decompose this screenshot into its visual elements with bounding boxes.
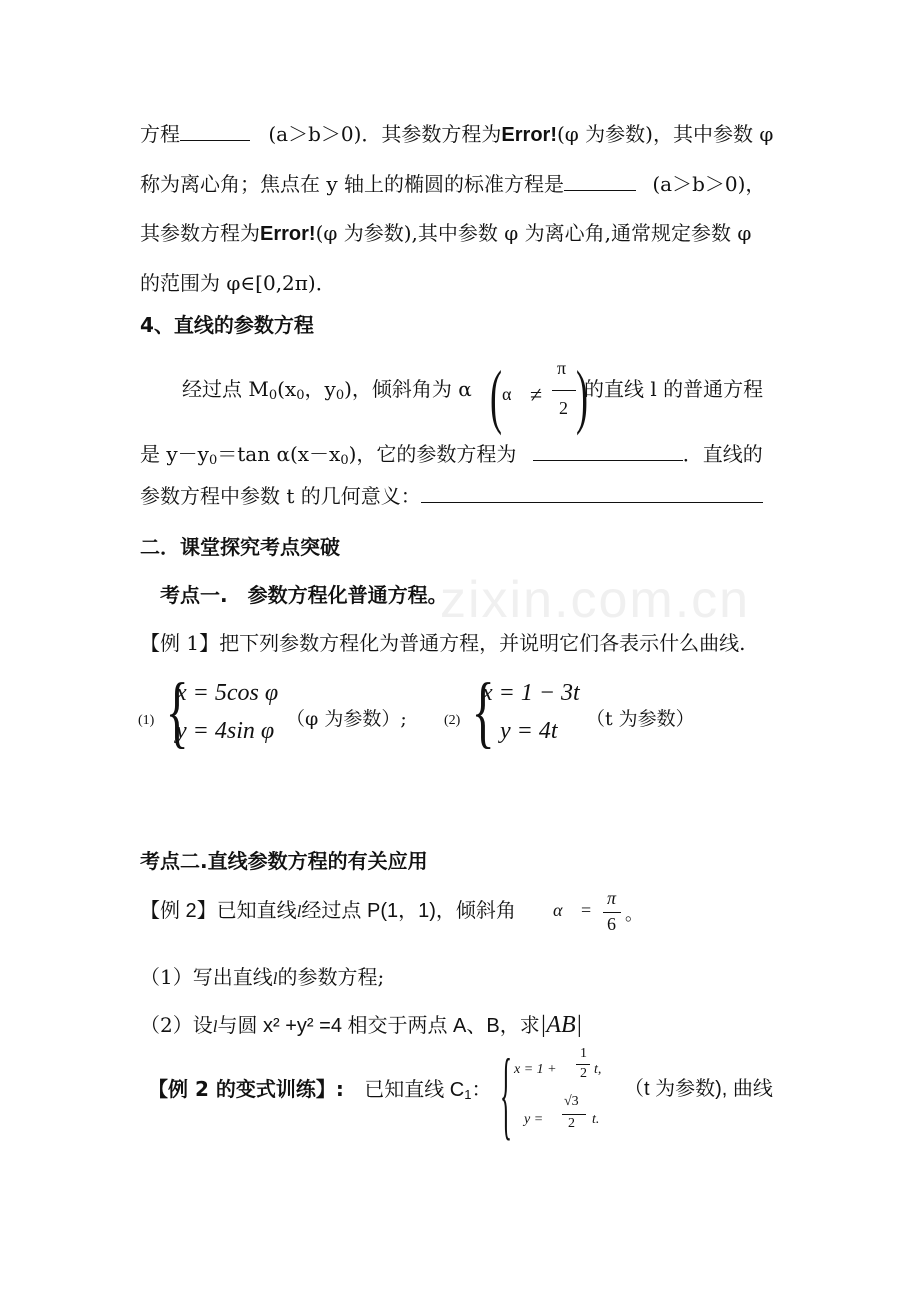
system2-brace: { [471,668,495,756]
fraction-numerator: π [607,888,617,908]
question1 [140,964,384,992]
section4-heading: 4、直线的参数方程 [140,313,314,337]
para1-line1 [140,120,773,148]
fraction-denominator: 6 [607,914,616,934]
fraction-numerator: 1 [580,1046,587,1061]
subscript: 0 [296,388,305,403]
topic2-heading: 考点二.直线参数方程的有关应用 [140,849,428,873]
fraction-bar [603,912,621,913]
text: 参数方程中参数 t 的几何意义： [140,484,421,508]
text: ．直线的 [682,442,763,466]
topic1-heading: 考点一. 参数方程化普通方程。 [160,583,448,607]
system1-row1: x = 5cos φ [176,680,279,706]
system2-row1: x = 1 − 3t [482,680,580,706]
text: (φ 为参数)，其中参数 φ [557,122,774,146]
var-l: l [272,969,278,988]
para1-line3 [140,220,751,247]
row1-rhs: t, [594,1062,602,1077]
section4-line2 [140,440,763,474]
text: ＝tan α(x－x [217,442,341,466]
variant-system [514,1042,624,1142]
variant-line [148,1076,491,1108]
system2-label: (2) [444,713,461,728]
equals-symbol: = [581,900,592,920]
alpha-condition [484,352,588,442]
text: 与圆 x² +y² =4 相交于两点 A、B，求 [217,1015,540,1037]
subscript: 0 [335,388,345,403]
row1-lhs: x = 1 + [514,1062,557,1077]
subscript: 0 [340,453,349,468]
section4-line3 [140,482,763,509]
alpha-symbol: α [553,900,563,920]
para1-line2 [140,170,765,197]
variant-note: （t 为参数), 曲线 [624,1078,773,1100]
text: )，倾斜角为 α [344,377,472,401]
row2-lhs: y = [524,1112,544,1127]
text: （2）设 [140,1013,213,1037]
error-text: Error! [501,124,557,146]
fraction-bar [552,390,576,391]
row2-rhs: t. [592,1112,600,1127]
fill-blank [180,120,250,141]
fill-blank [533,440,683,461]
variant-label: 【例 2 的变式训练】: [148,1077,344,1101]
text: 的参数方程; [277,965,385,989]
system1-label: (1) [138,713,155,728]
fraction-bar [576,1064,590,1065]
subscript: 0 [208,453,218,468]
para1-line4 [140,270,336,296]
fraction-numerator: π [557,358,567,378]
section4-line1 [182,376,472,409]
fraction-denominator: 2 [580,1066,587,1081]
text: (a＞b＞0)， [652,172,766,196]
example2 [140,898,516,925]
system1-brace: { [165,668,189,756]
text: 已知直线 C [364,1079,465,1101]
text: 的范围为 φ∈[0,2π)． [140,271,336,295]
error-text: Error! [260,223,316,245]
question2 [140,1012,582,1040]
text: ，y [304,377,336,401]
example2-angle [553,888,643,938]
text: 其参数方程为 [140,221,260,245]
subscript: 1 [464,1087,472,1102]
period: 。 [625,904,643,924]
text: 经过点 M [182,377,269,401]
system2-note: （t 为参数） [586,708,695,730]
text: )，它的参数方程为 [348,442,517,466]
variant-brace: { [500,1038,512,1149]
part2-heading: 二．课堂探究考点突破 [140,535,340,559]
text: 的直线 l 的普通方程 [584,377,764,401]
text: 【例 2】已知直线 [140,900,297,922]
text: 经过点 P(1，1)，倾斜角 [301,900,516,922]
subscript: 0 [268,388,278,403]
not-equal-symbol: ≠ [530,382,543,407]
right-paren: ) [575,356,588,436]
text: 是 y－y [140,442,209,466]
fraction-denominator: 2 [568,1116,575,1131]
fraction-denominator: 2 [559,398,568,418]
text: (x [277,377,297,401]
text: （1）写出直线 [140,965,273,989]
text: (a＞b＞0)．其参数方程为 [268,122,502,146]
alpha-symbol: α [502,384,512,404]
system1-note: （φ 为参数）; [286,708,407,730]
example1: 【例 1】把下列参数方程化为普通方程，并说明它们各表示什么曲线. [140,631,746,655]
text: (φ 为参数),其中参数 φ 为离心角,通常规定参数 φ [315,221,752,245]
var-l: l [296,902,302,921]
fill-blank [564,170,636,191]
watermark: zixin.com.cn [440,571,751,629]
text: ： [471,1079,492,1101]
text: 方程 [140,122,180,146]
system2-row2: y = 4t [500,718,558,744]
left-paren: ( [489,356,502,436]
system1-row2: y = 4sin φ [176,718,275,744]
fraction-numerator: √3 [564,1094,579,1109]
fill-blank [421,482,763,503]
text: 称为离心角；焦点在 y 轴上的椭圆的标准方程是 [140,172,565,196]
var-l: l [212,1017,218,1036]
fraction-bar [562,1114,586,1115]
ab-distance: |AB| [539,1012,583,1038]
section4-line1-end [584,376,763,402]
